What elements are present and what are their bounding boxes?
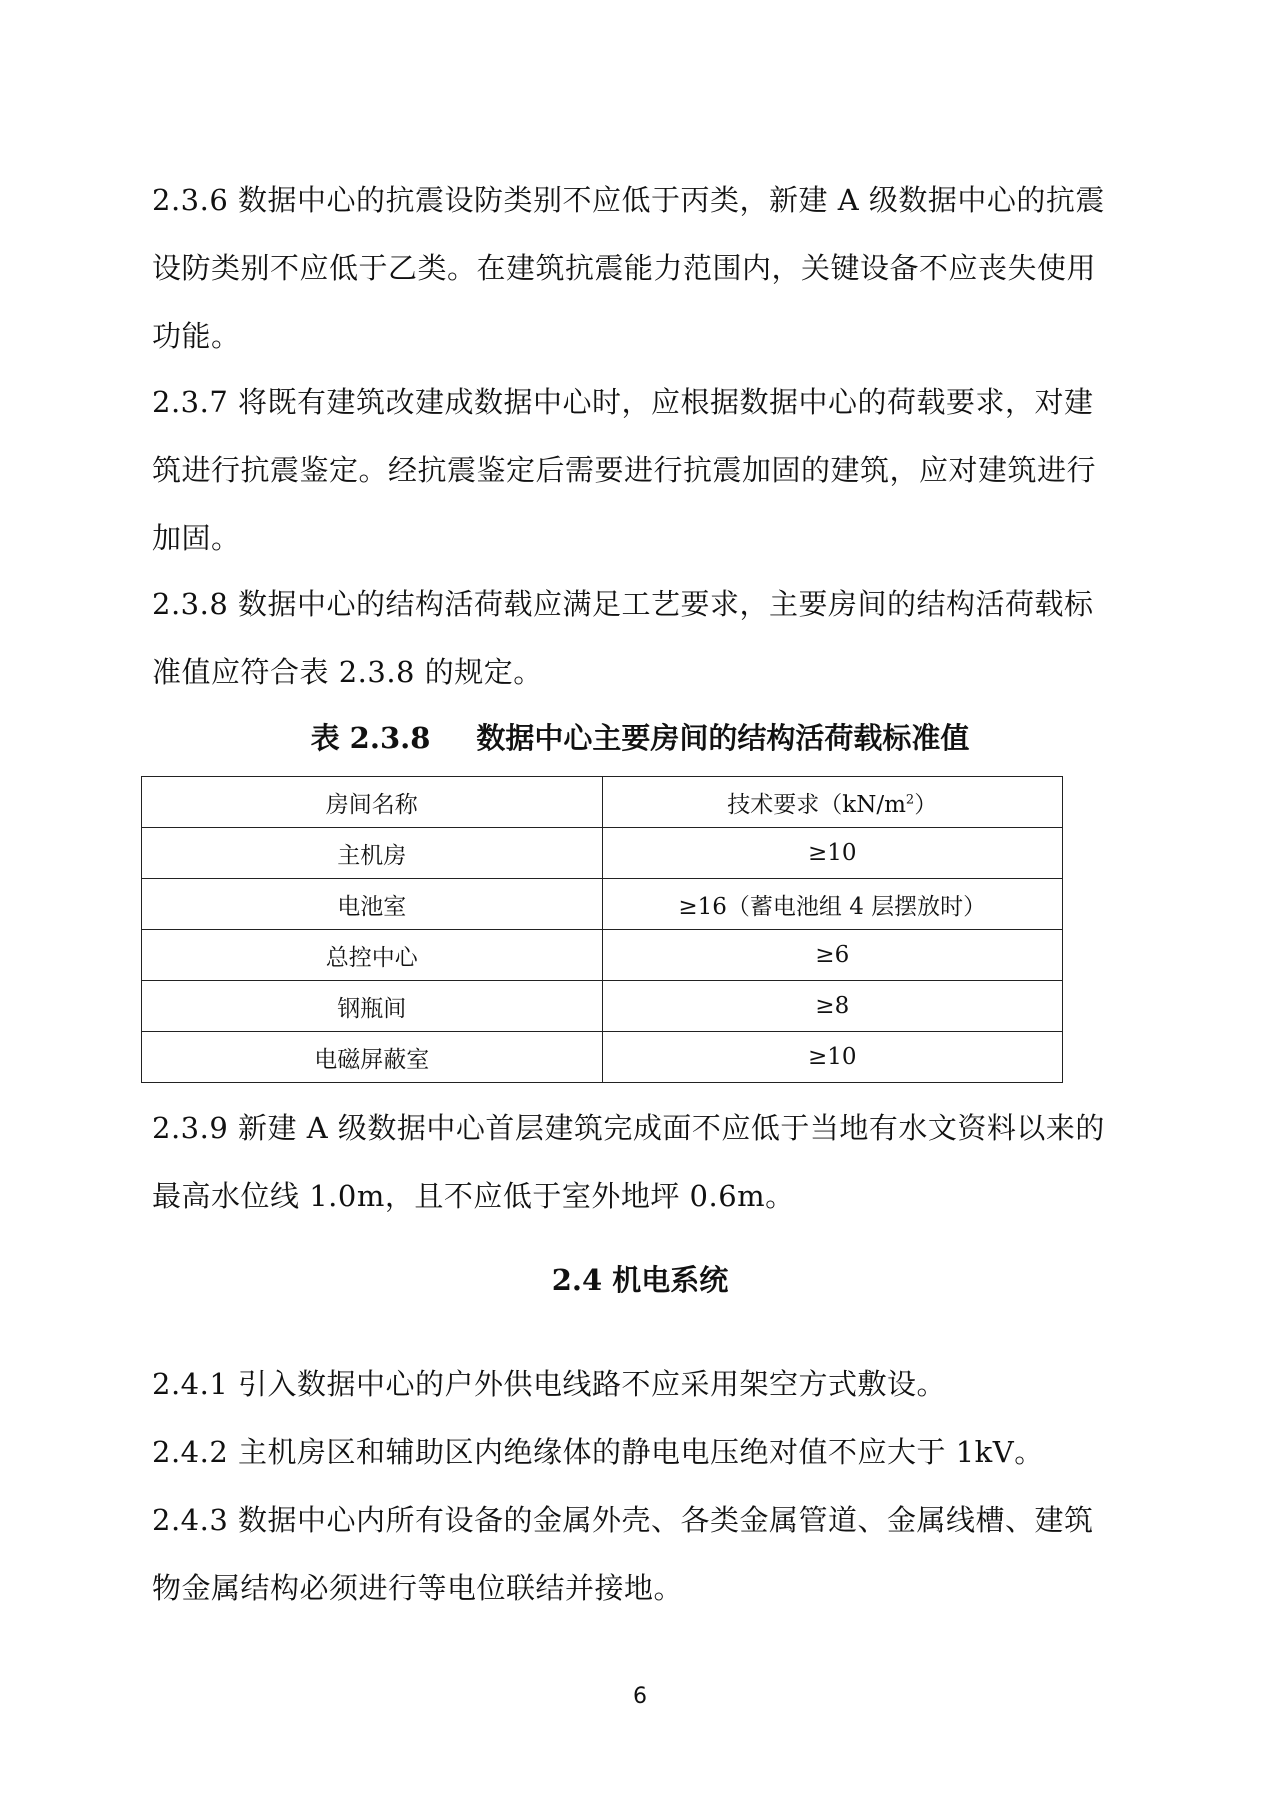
text-line: 加固。 xyxy=(152,521,241,555)
paragraph-2-4-1 xyxy=(152,1350,1137,1418)
requirement-cell: ≥10 xyxy=(602,828,1063,879)
page-number: 6 xyxy=(633,1684,647,1709)
section-heading: 2.4 机电系统 xyxy=(551,1263,729,1297)
text-line: 2.3.6 数据中心的抗震设防类别不应低于丙类，新建 A 级数据中心的抗震 xyxy=(152,183,1105,217)
text-line: 筑进行抗震鉴定。经抗震鉴定后需要进行抗震加固的建筑，应对建筑进行 xyxy=(152,453,1097,487)
paragraph-2-3-8 xyxy=(152,570,1137,706)
paragraph-2-3-9 xyxy=(152,1094,1137,1230)
text-line: 2.4.2 主机房区和辅助区内绝缘体的静电电压绝对值不应大于 1kV。 xyxy=(152,1435,1044,1469)
header-technical-requirement: 技术要求$(kN/m^2)$ xyxy=(602,777,1063,828)
table-row xyxy=(142,981,1063,1032)
paragraph-2-3-7 xyxy=(152,368,1137,572)
table-row xyxy=(142,1032,1063,1083)
text-line: 最高水位线 1.0m，且不应低于室外地坪 0.6m。 xyxy=(152,1179,795,1213)
paragraph-2-3-6 xyxy=(152,166,1137,370)
requirement-cell: ≥6 xyxy=(602,930,1063,981)
text-line: 设防类别不应低于乙类。在建筑抗震能力范围内，关键设备不应丧失使用 xyxy=(152,251,1097,285)
text-line: 2.3.8 数据中心的结构活荷载应满足工艺要求，主要房间的结构活荷载标 xyxy=(152,587,1094,621)
table-header-row xyxy=(142,777,1063,828)
table-row xyxy=(142,879,1063,930)
room-name-cell: 电磁屏蔽室 xyxy=(142,1032,603,1083)
room-name-cell: 主机房 xyxy=(142,828,603,879)
text-line: 2.3.7 将既有建筑改建成数据中心时，应根据数据中心的荷载要求，对建 xyxy=(152,385,1094,419)
text-line: 2.4.3 数据中心内所有设备的金属外壳、各类金属管道、金属线槽、建筑 xyxy=(152,1503,1094,1537)
text-line: 2.3.9 新建 A 级数据中心首层建筑完成面不应低于当地有水文资料以来的 xyxy=(152,1111,1105,1145)
table-row xyxy=(142,828,1063,879)
requirement-cell: ≥8 xyxy=(602,981,1063,1032)
room-name-cell: 钢瓶间 xyxy=(142,981,603,1032)
header-room-name: 房间名称 xyxy=(142,777,603,828)
paragraph-2-4-2 xyxy=(152,1418,1137,1486)
load-standard-table xyxy=(141,776,1063,1083)
table-caption-number: 表 2.3.8 xyxy=(310,721,431,755)
text-line: 物金属结构必须进行等电位联结并接地。 xyxy=(152,1571,684,1605)
text-line: 功能。 xyxy=(152,319,241,353)
requirement-cell: ≥16（蓄电池组 4 层摆放时） xyxy=(602,879,1063,930)
room-name-cell: 总控中心 xyxy=(142,930,603,981)
table-row xyxy=(142,930,1063,981)
text-line: 2.4.1 引入数据中心的户外供电线路不应采用架空方式敷设。 xyxy=(152,1367,947,1401)
text-line: 准值应符合表 2.3.8 的规定。 xyxy=(152,655,543,689)
table-caption-title: 数据中心主要房间的结构活荷载标准值 xyxy=(476,721,970,755)
requirement-cell: ≥10 xyxy=(602,1032,1063,1083)
table-caption xyxy=(0,716,1280,757)
room-name-cell: 电池室 xyxy=(142,879,603,930)
paragraph-2-4-3 xyxy=(152,1486,1137,1622)
